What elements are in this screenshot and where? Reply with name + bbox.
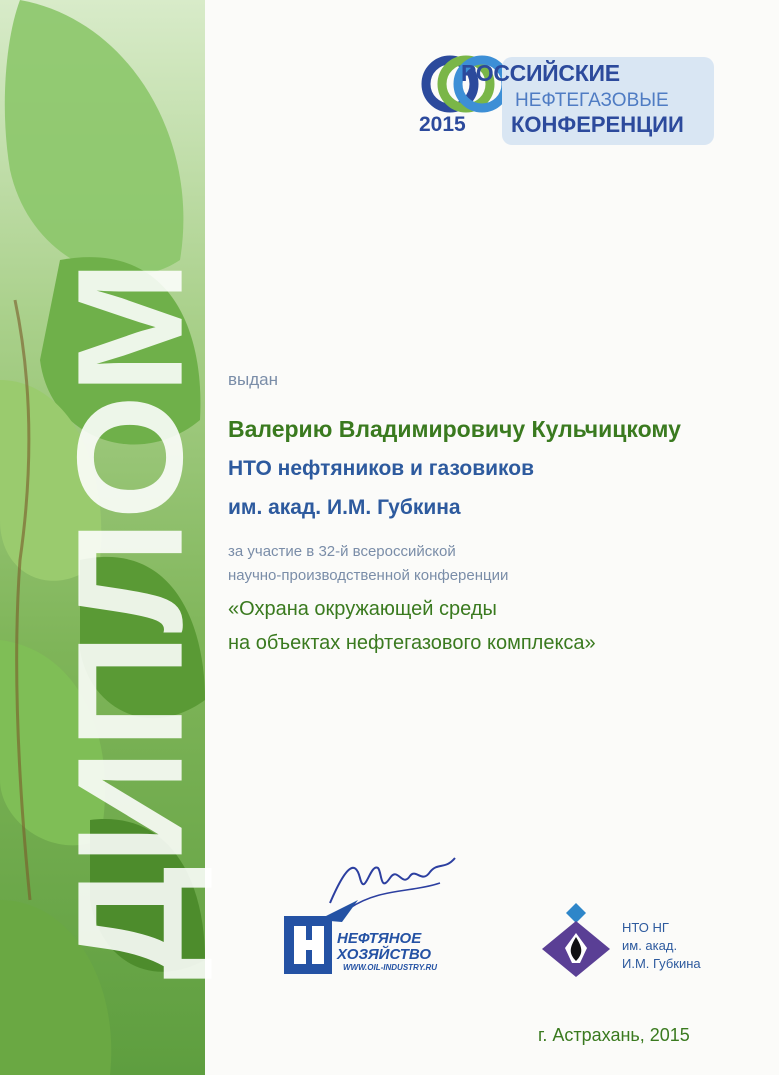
sponsor-name-line1: НЕФТЯНОЕ — [337, 930, 422, 947]
logo-title-line1: РОССИЙСКИЕ — [461, 60, 620, 86]
organizer-line3: И.М. Губкина — [622, 956, 701, 971]
logo-title-line2: НЕФТЕГАЗОВЫЕ — [515, 90, 669, 111]
description-line1: за участие в 32-й всероссийской — [228, 543, 456, 560]
conference-title-line2: на объектах нефтегазового комплекса» — [228, 632, 596, 654]
organizer-line1: НТО НГ — [622, 920, 669, 935]
organization-line1: НТО нефтяников и газовиков — [228, 457, 534, 480]
svg-text:ДИПЛОМ: ДИПЛОМ — [45, 310, 214, 981]
description-line2: научно-производственной конференции — [228, 567, 509, 584]
organizer-line2: им. акад. — [622, 938, 678, 953]
logo-title-line3: КОНФЕРЕНЦИИ — [511, 112, 684, 137]
issued-label: выдан — [228, 370, 279, 389]
conference-title-line1: «Охрана окружающей среды — [228, 598, 497, 620]
city-year: г. Астрахань, 2015 — [538, 1025, 690, 1045]
diploma-title — [45, 250, 214, 990]
sponsor-url: WWW.OIL-INDUSTRY.RU — [343, 963, 438, 972]
recipient-name: Валерию Владимировичу Кульчицкому — [228, 416, 681, 442]
logo-year: 2015 — [419, 113, 466, 136]
leaf-background-image — [0, 0, 214, 1075]
sponsor-name-line2: ХОЗЯЙСТВО — [337, 946, 432, 963]
organization-line2: им. акад. И.М. Губкина — [228, 496, 461, 519]
